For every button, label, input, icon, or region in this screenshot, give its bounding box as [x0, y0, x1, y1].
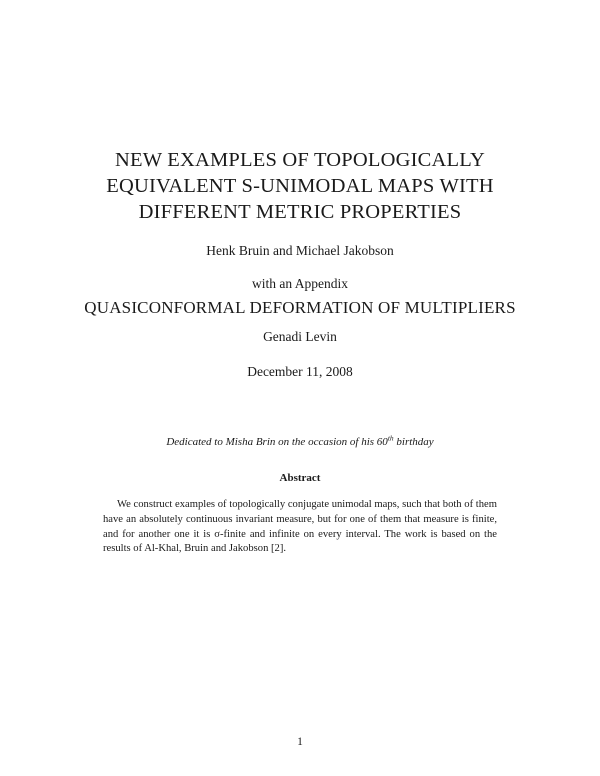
title-line-1: NEW EXAMPLES OF TOPOLOGICALLY	[115, 149, 485, 171]
paper-authors: Henk Bruin and Michael Jakobson	[206, 243, 394, 258]
paper-title	[0, 147, 600, 225]
abstract-body	[103, 498, 497, 557]
page-number: 1	[297, 736, 303, 748]
appendix-intro: with an Appendix	[252, 276, 348, 291]
dedication-text: Dedicated to Misha Brin on the occasion of his 60	[166, 436, 388, 448]
dedication-text-end: birthday	[393, 436, 434, 448]
appendix-title: QUASICONFORMAL DEFORMATION OF MULTIPLIERS	[84, 298, 516, 317]
abstract-heading: Abstract	[279, 472, 321, 484]
dedication	[0, 433, 600, 448]
dedication-superscript: th	[387, 433, 394, 443]
paper-date: December 11, 2008	[247, 364, 353, 379]
title-line-3: DIFFERENT METRIC PROPERTIES	[138, 201, 462, 223]
appendix-author: Genadi Levin	[263, 329, 337, 344]
abstract-text: We construct examples of topologically conjugate unimodal maps, such that both of them have an absolutely continuous invariant measure, but for one of them that measure is finite, and for another one it is σ-finite and infinite on every interval. The work is based on the results of Al-Khal, Bruin and Jakobson [2].	[103, 499, 497, 555]
title-line-2: EQUIVALENT S-UNIMODAL MAPS WITH	[106, 175, 494, 197]
